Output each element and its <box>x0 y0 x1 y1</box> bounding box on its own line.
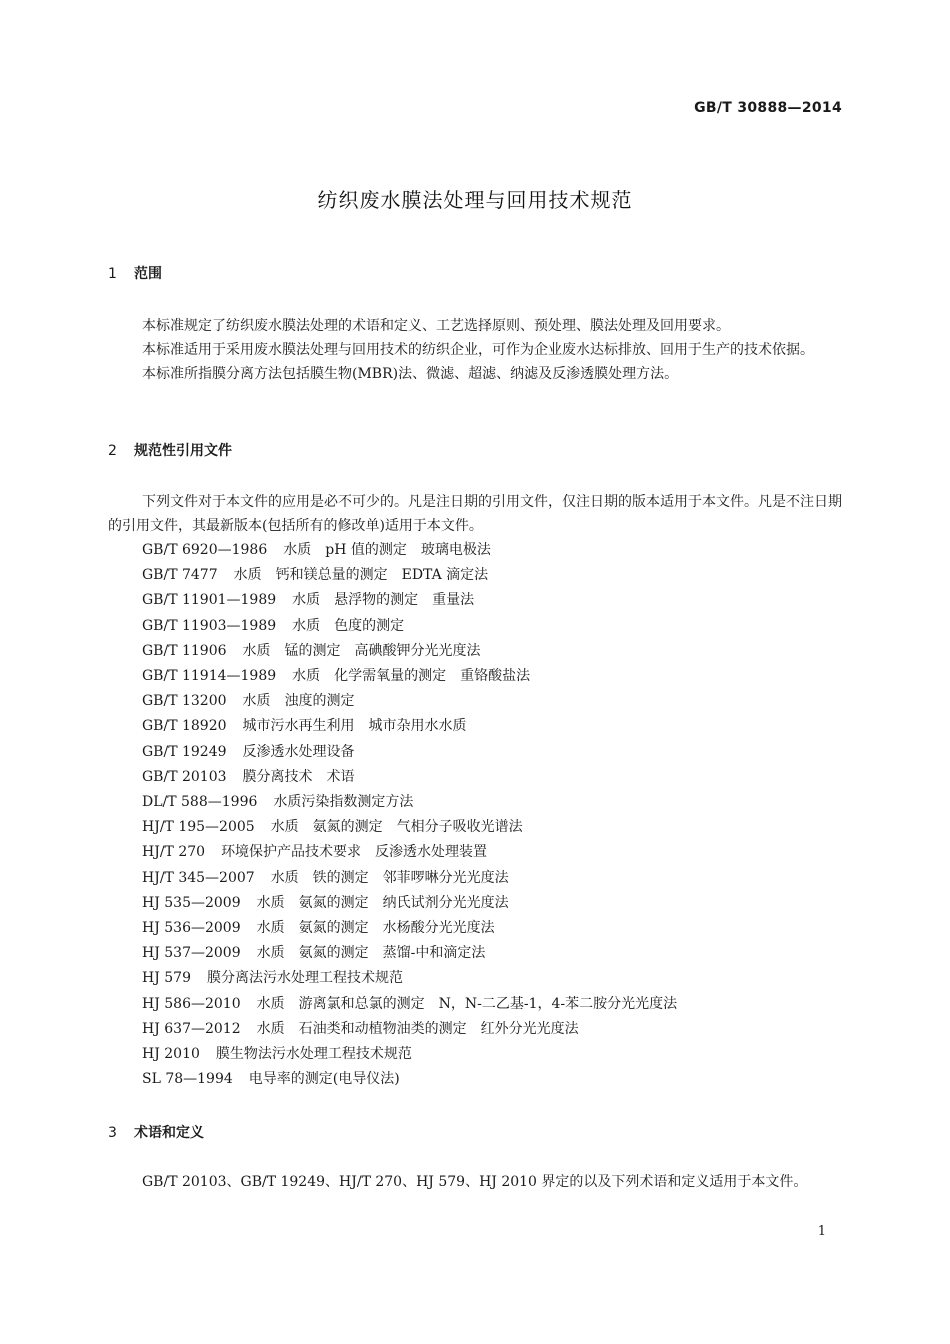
reference-title: 水质污染指数测定方法 <box>273 794 414 811</box>
reference-list <box>108 538 842 1092</box>
reference-item <box>108 1067 842 1092</box>
section-1-heading <box>108 264 162 284</box>
section-number: 3 <box>108 1125 117 1141</box>
reference-item <box>108 588 842 613</box>
reference-item <box>108 916 842 941</box>
reference-code: GB/T 11903—1989 <box>142 617 277 634</box>
paragraph: 本标准规定了纺织废水膜法处理的术语和定义、工艺选择原则、预处理、膜法处理及回用要求。 <box>142 318 730 334</box>
section-2-body <box>108 490 842 1092</box>
reference-title: 水质 化学需氧量的测定 重铬酸盐法 <box>292 668 531 685</box>
reference-item <box>108 740 842 765</box>
reference-code: HJ 579 <box>142 970 191 987</box>
reference-code: HJ 536—2009 <box>142 920 241 937</box>
reference-item <box>108 1042 842 1067</box>
section-2-heading <box>108 441 232 461</box>
section-number: 2 <box>108 443 117 459</box>
paragraph: 本标准所指膜分离方法包括膜生物(MBR)法、微滤、超滤、纳滤及反渗透膜处理方法。 <box>142 366 679 382</box>
paragraph: GB/T 20103、GB/T 19249、HJ/T 270、HJ 579、HJ 2010 界定的以及下列术语和定义适用于本文件。 <box>142 1174 808 1190</box>
paragraph: 本标准适用于采用废水膜法处理与回用技术的纺织企业，可作为企业废水达标排放、回用于生产的技术依据。 <box>142 342 814 358</box>
reference-code: GB/T 11906 <box>142 642 227 659</box>
reference-title: 水质 氨氮的测定 气相分子吸收光谱法 <box>270 819 523 836</box>
reference-item <box>108 1017 842 1042</box>
reference-title: 水质 钙和镁总量的测定 EDTA 滴定法 <box>233 567 489 584</box>
reference-item <box>108 689 842 714</box>
reference-item <box>108 891 842 916</box>
reference-code: HJ/T 345—2007 <box>142 869 255 886</box>
reference-title: 水质 氨氮的测定 蒸馏-中和滴定法 <box>256 945 486 962</box>
reference-code: GB/T 19249 <box>142 743 227 760</box>
reference-title: 水质 氨氮的测定 纳氏试剂分光光度法 <box>256 894 509 911</box>
reference-code: HJ/T 195—2005 <box>142 819 255 836</box>
reference-code: GB/T 6920—1986 <box>142 542 268 558</box>
reference-item <box>108 563 842 588</box>
section-3-body <box>108 1170 842 1194</box>
reference-code: GB/T 18920 <box>142 718 227 735</box>
page-number: 1 <box>817 1224 826 1239</box>
reference-title: 环境保护产品技术要求 反渗透水处理装置 <box>221 844 488 861</box>
reference-item <box>108 790 842 815</box>
reference-title: 膜生物法污水处理工程技术规范 <box>215 1046 412 1063</box>
reference-title: 反渗透水处理设备 <box>242 743 355 760</box>
section-title: 术语和定义 <box>134 1125 204 1141</box>
standard-code: GB/T 30888—2014 <box>694 100 842 116</box>
section-title: 规范性引用文件 <box>134 443 232 459</box>
reference-code: HJ/T 270 <box>142 844 206 861</box>
reference-title: 膜分离技术 术语 <box>242 768 355 785</box>
reference-item <box>108 538 842 563</box>
reference-code: HJ 586—2010 <box>142 995 241 1012</box>
reference-item <box>108 840 842 865</box>
section-1-body <box>108 314 842 386</box>
reference-title: 水质 氨氮的测定 水杨酸分光光度法 <box>256 920 495 937</box>
reference-title: 城市污水再生利用 城市杂用水水质 <box>242 718 467 735</box>
reference-title: 水质 游离氯和总氯的测定 N，N-二乙基-1，4-苯二胺分光光度法 <box>256 995 678 1012</box>
reference-code: HJ 2010 <box>142 1046 200 1063</box>
reference-title: 水质 色度的测定 <box>292 617 405 634</box>
reference-item <box>108 614 842 639</box>
reference-code: GB/T 13200 <box>142 693 227 710</box>
reference-item <box>108 941 842 966</box>
reference-code: HJ 637—2012 <box>142 1020 241 1037</box>
reference-item <box>108 992 842 1017</box>
document-title: 纺织废水膜法处理与回用技术规范 <box>317 188 633 212</box>
reference-title: 电导率的测定(电导仪法) <box>248 1071 400 1088</box>
reference-title: 水质 铁的测定 邻菲啰啉分光光度法 <box>270 869 509 886</box>
reference-item <box>108 714 842 739</box>
section-number: 1 <box>108 266 117 282</box>
reference-title: 水质 pH 值的测定 玻璃电极法 <box>283 542 491 558</box>
paragraph: 下列文件对于本文件的应用是必不可少的。凡是注日期的引用文件，仅注日期的版本适用于本文件。凡是不注日期的引用文件，其最新版本(包括所有的修改单)适用于本文件。 <box>108 494 842 534</box>
reference-title: 水质 石油类和动植物油类的测定 红外分光光度法 <box>256 1020 579 1037</box>
reference-code: HJ 537—2009 <box>142 945 241 962</box>
reference-title: 膜分离法污水处理工程技术规范 <box>207 970 403 987</box>
reference-title: 水质 锰的测定 高碘酸钾分光光度法 <box>242 642 481 659</box>
section-title: 范围 <box>134 266 162 282</box>
reference-item <box>108 815 842 840</box>
reference-title: 水质 浊度的测定 <box>242 693 355 710</box>
reference-code: SL 78—1994 <box>142 1071 233 1088</box>
reference-item <box>108 765 842 790</box>
reference-code: GB/T 20103 <box>142 768 227 785</box>
reference-item <box>108 664 842 689</box>
reference-code: DL/T 588—1996 <box>142 794 258 811</box>
reference-code: GB/T 7477 <box>142 567 218 584</box>
reference-title: 水质 悬浮物的测定 重量法 <box>292 592 475 609</box>
reference-item <box>108 966 842 991</box>
section-3-heading <box>108 1123 204 1143</box>
reference-item <box>108 639 842 664</box>
reference-code: GB/T 11901—1989 <box>142 592 277 609</box>
reference-code: HJ 535—2009 <box>142 894 241 911</box>
reference-item <box>108 866 842 891</box>
reference-code: GB/T 11914—1989 <box>142 668 277 685</box>
